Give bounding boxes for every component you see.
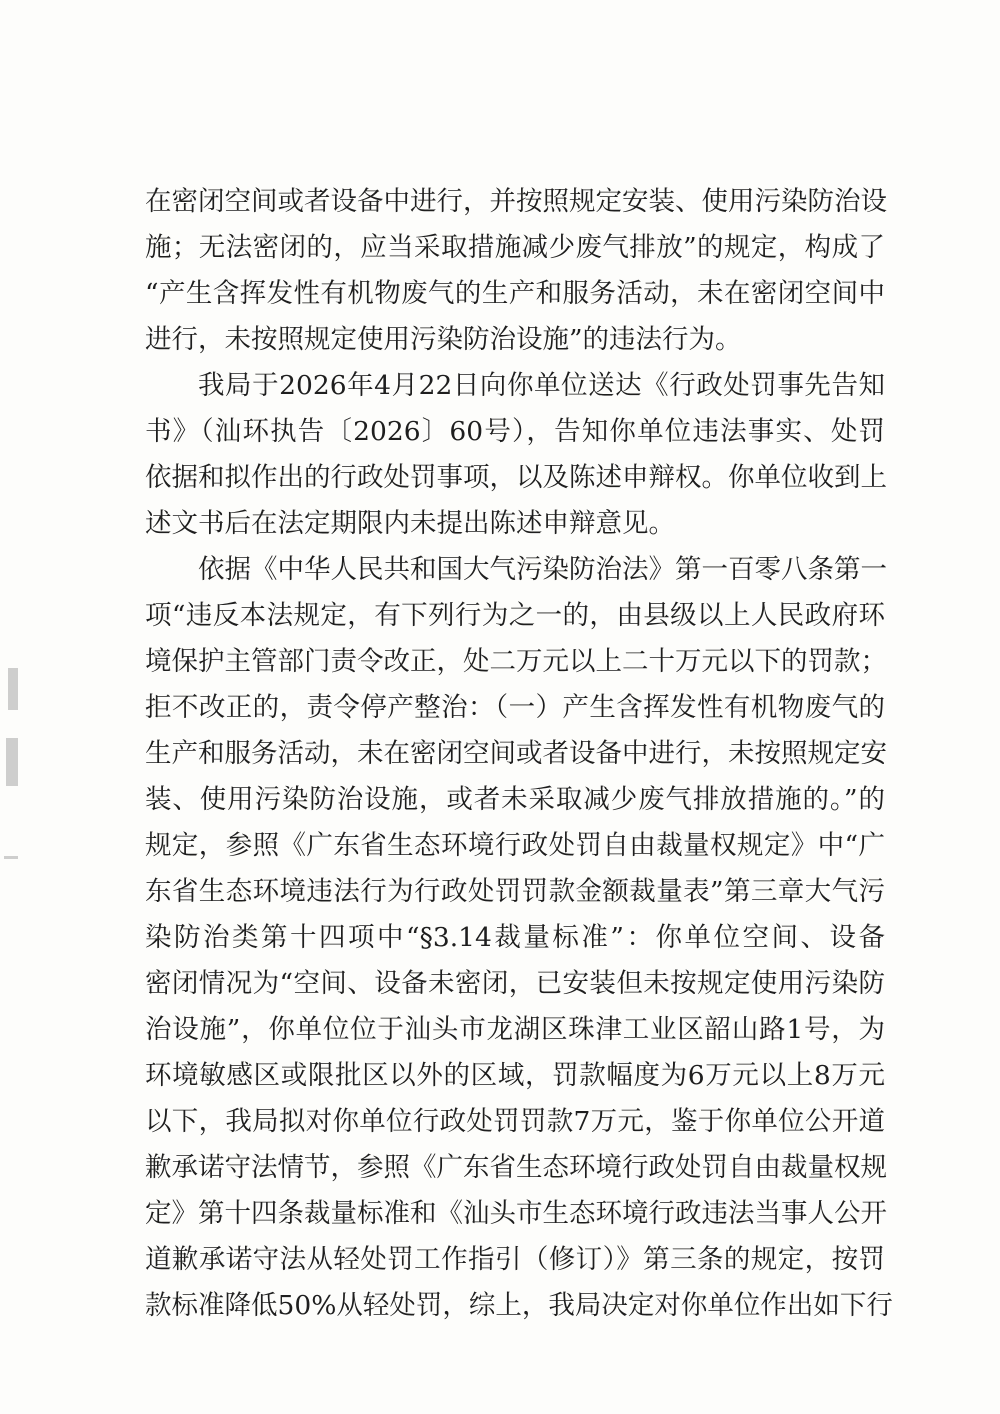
scan-mark — [8, 668, 18, 710]
text-line: 歉承诺守法情节，参照《广东省生态环境行政处罚自由裁量权规 — [145, 1152, 887, 1183]
text-line: 以下，我局拟对你单位行政处罚罚款7万元，鉴于你单位公开道 — [145, 1106, 885, 1137]
text-line: 依据《中华人民共和国大气污染防治法》第一百零八条第一 — [198, 554, 887, 585]
text-line: 拒不改正的，责令停产整治：（一）产生含挥发性有机物废气的 — [145, 692, 885, 723]
text-line: 环境敏感区或限批区以外的区域，罚款幅度为6万元以上8万元 — [145, 1060, 885, 1091]
text-line: 境保护主管部门责令改正，处二万元以上二十万元以下的罚款； — [145, 646, 887, 677]
text-line: 项“违反本法规定，有下列行为之一的，由县级以上人民政府环 — [145, 600, 885, 631]
text-line: 书》（汕环执告〔2026〕60号），告知你单位违法事实、处罚 — [145, 416, 885, 447]
text-line: 规定，参照《广东省生态环境行政处罚自由裁量权规定》中“广 — [145, 830, 885, 861]
text-line: 装、使用污染防治设施，或者未采取减少废气排放措施的。”的 — [145, 784, 885, 815]
text-line: 密闭情况为“空间、设备未密闭，已安装但未按规定使用污染防 — [145, 968, 885, 999]
text-line: “产生含挥发性有机物废气的生产和服务活动，未在密闭空间中 — [145, 278, 885, 309]
text-line: 定》第十四条裁量标准和《汕头市生态环境行政违法当事人公开 — [145, 1198, 887, 1229]
text-line: 进行，未按照规定使用污染防治设施”的违法行为。 — [145, 324, 742, 355]
text-line: 染防治类第十四项中“§3.14裁量标准”：你单位空间、设备 — [145, 922, 885, 953]
text-line: 述文书后在法定期限内未提出陈述申辩意见。 — [145, 508, 675, 539]
text-line: 在密闭空间或者设备中进行，并按照规定安装、使用污染防治设 — [145, 186, 887, 217]
text-line: 治设施”，你单位位于汕头市龙湖区珠津工业区韶山路1号，为 — [145, 1014, 885, 1045]
text-line: 生产和服务活动，未在密闭空间或者设备中进行，未按照规定安 — [145, 738, 887, 769]
scan-mark — [6, 738, 18, 786]
text-line: 依据和拟作出的行政处罚事项，以及陈述申辩权。你单位收到上 — [145, 462, 887, 493]
text-line: 我局于2026年4月22日向你单位送达《行政处罚事先告知 — [198, 370, 885, 401]
text-line: 款标准降低50%从轻处罚，综上，我局决定对你单位作出如下行 — [145, 1290, 893, 1321]
scan-mark — [4, 856, 18, 859]
text-line: 东省生态环境违法行为行政处罚罚款金额裁量表”第三章大气污 — [145, 876, 885, 907]
text-line: 施；无法密闭的，应当采取措施减少废气排放”的规定，构成了 — [145, 232, 885, 263]
text-line: 道歉承诺守法从轻处罚工作指引（修订）》第三条的规定，按罚 — [145, 1244, 885, 1275]
